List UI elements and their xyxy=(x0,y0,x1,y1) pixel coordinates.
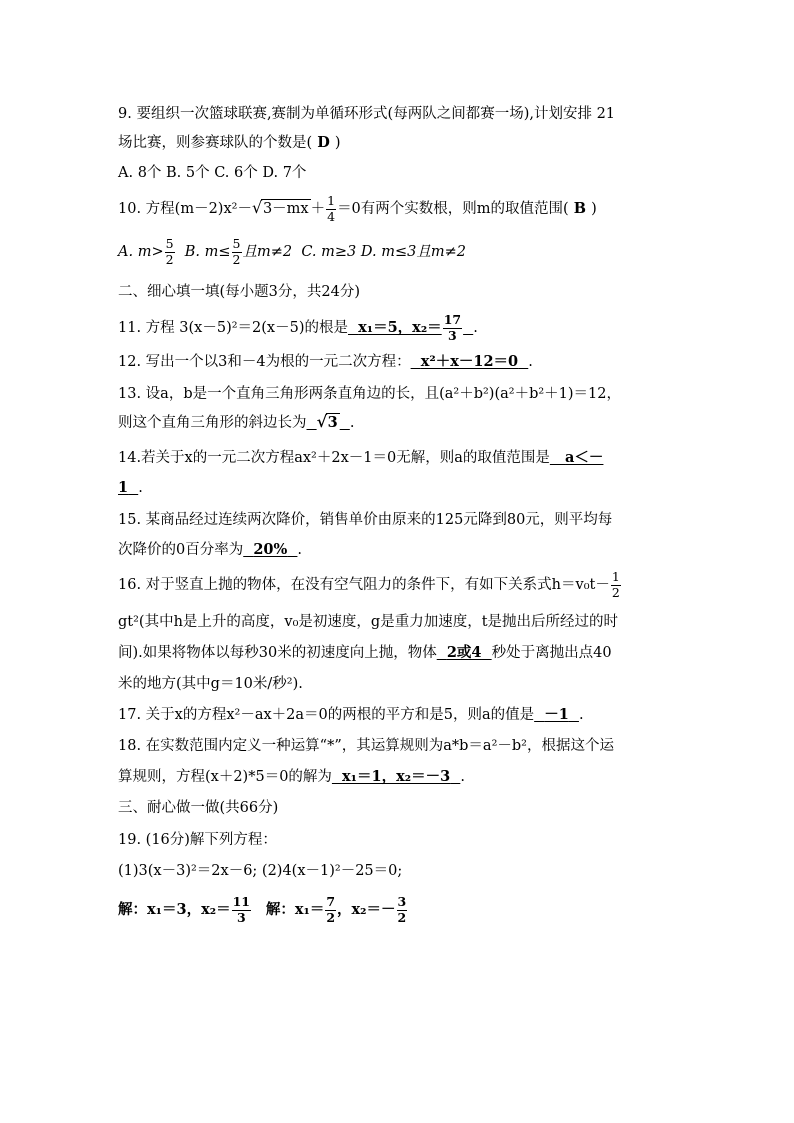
q11-answer: x₁＝5，x₂＝ $\frac{17}{3}$ xyxy=(358,312,462,343)
q19-title: 19. (16分)解下列方程： xyxy=(118,832,277,848)
q15-line1: 15. 某商品经过连续两次降价，销售单价由原来的125元降到80元，则平均每 xyxy=(118,512,613,528)
q19-solution-2: 解：x₁＝ $\frac{7}{2}$ ，x₂＝－ $\frac{3}{2}$ xyxy=(265,894,407,925)
q14-answer-part2: 1 xyxy=(118,479,129,496)
section-3-heading: 三、耐心做一做(共66分) xyxy=(118,800,279,816)
q12: 12. 写出一个以3和－4为根的一元二次方程： x²＋x－12＝0 . xyxy=(118,353,533,370)
q10-sqrt: √ 3－mx xyxy=(251,198,309,217)
q10-options: A. m> $\frac{5}{2}$ B. m≤ $\frac{5}{2}$ 且m≠2 C. m≥3 D. m≤3且m≠2 xyxy=(118,236,466,267)
q15-answer: 20% xyxy=(253,541,288,558)
q14-answer-part1: a＜－ xyxy=(565,449,604,466)
q17: 17. 关于x的方程x²－ax＋2a＝0的两根的平方和是5，则a的值是 －1 . xyxy=(118,706,584,723)
q10-fraction: $\frac{1}{4}$ xyxy=(327,193,336,224)
q14-line2: 1 . xyxy=(118,479,143,496)
q19-problems: (1)3(x－3)²＝2x－6; (2)4(x－1)²－25＝0; xyxy=(118,863,403,879)
q10-answer: B xyxy=(568,200,592,217)
q10-stem: 10. 方程(m－2)x²－ √ 3－mx ＋ $\frac{1}{4}$ ＝0有两个实数根，则m的取值范围( B ) xyxy=(118,193,597,224)
q9-answer: D xyxy=(312,134,335,151)
q19-solutions xyxy=(118,896,408,924)
q16-line4: 米的地方(其中g＝10米/秒²). xyxy=(118,676,303,692)
section-2-heading: 二、细心填一填(每小题3分，共24分) xyxy=(118,284,360,300)
q10-optA-fraction: $\frac{5}{2}$ xyxy=(165,236,174,267)
q16-answer: 2或4 xyxy=(446,644,482,661)
q9-line2: 场比赛，则参赛球队的个数是( D ) xyxy=(118,134,341,151)
q14-line1: 14.若关于x的一元二次方程ax²＋2x－1＝0无解，则a的取值范围是 a＜－ xyxy=(118,449,604,466)
q10-optB-fraction: $\frac{5}{2}$ xyxy=(232,236,241,267)
q12-answer: x²＋x－12＝0 xyxy=(420,353,519,370)
q18-answer: x₁＝1，x₂＝－3 xyxy=(342,768,451,785)
q11: 11. 方程 3(x－5)²＝2(x－5)的根是 x₁＝5，x₂＝ $\frac{17}{3}$ . xyxy=(118,312,478,343)
q9-line1: 9. 要组织一次篮球联赛,赛制为单循环形式(每两队之间都赛一场),计划安排 21 xyxy=(118,106,616,122)
q19-solution-1: 解：x₁＝3，x₂＝ $\frac{11}{3}$ xyxy=(118,894,250,925)
q17-answer: －1 xyxy=(544,706,569,723)
q16-fraction: $\frac{1}{2}$ xyxy=(611,569,620,600)
q16-line2: gt²(其中h是上升的高度，v₀是初速度，g是重力加速度，t是抛出后所经过的时 xyxy=(118,614,619,630)
q13-line1: 13. 设a，b是一个直角三角形两条直角边的长，且(a²＋b²)(a²＋b²＋1)＝12， xyxy=(118,386,622,402)
q18-line2: 算规则，方程(x＋2)*5＝0的解为 x₁＝1，x₂＝－3 . xyxy=(118,768,465,785)
q15-line2: 次降价的0百分率为 20% . xyxy=(118,541,303,558)
q16-line1: 16. 对于竖直上抛的物体，在没有空气阻力的条件下，有如下关系式h＝v₀t－ $\frac{1}{2}$ xyxy=(118,569,620,600)
q13-line2: 则这个直角三角形的斜边长为 √ 3 . xyxy=(118,412,355,431)
q16-line3: 间).如果将物体以每秒30米的初速度向上抛，物体 2或4 秒处于离抛出点40 xyxy=(118,644,612,661)
q9-options: A. 8个 B. 5个 C. 6个 D. 7个 xyxy=(118,165,307,181)
q18-line1: 18. 在实数范围内定义一种运算“*”，其运算规则为a*b＝a²－b²，根据这个运 xyxy=(118,738,614,754)
q13-answer: √ 3 xyxy=(316,412,338,431)
